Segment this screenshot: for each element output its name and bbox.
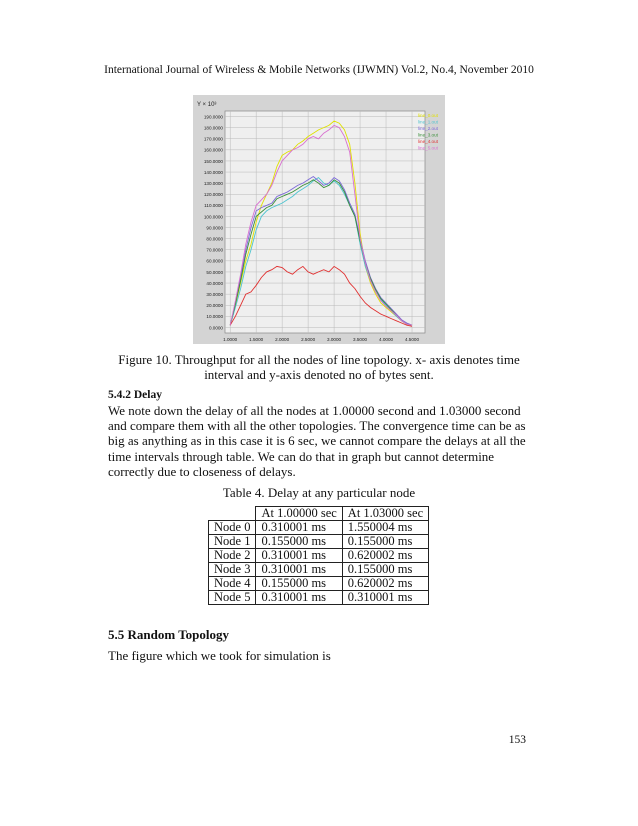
y-axis-unit-label: Y × 10³	[197, 102, 217, 108]
legend-entry: line_2.out	[418, 126, 438, 131]
delay-cell: 0.310001 ms	[256, 549, 342, 563]
delay-cell: 0.620002 ms	[342, 549, 428, 563]
table-header-row	[209, 507, 429, 521]
delay-cell: 0.310001 ms	[342, 591, 428, 605]
y-tick-label: 130.0000	[203, 180, 223, 186]
y-tick-label: 60.0000	[206, 258, 223, 264]
delay-cell: 1.550004 ms	[342, 521, 428, 535]
x-tick-label: 3.0000	[327, 337, 342, 342]
legend-entry: line_1.out	[418, 119, 438, 125]
journal-header: International Journal of Wireless & Mobile Networks (IJWMN) Vol.2, No.4, November 2010	[104, 64, 534, 76]
x-tick-label: 3.5000	[353, 337, 368, 342]
table-row	[209, 577, 429, 591]
delay-cell: 0.155000 ms	[256, 577, 342, 591]
node-cell: Node 0	[209, 521, 256, 535]
y-tick-label: 160.0000	[203, 147, 223, 153]
delay-cell: 0.620002 ms	[342, 577, 428, 591]
y-tick-label: 20.0000	[206, 303, 223, 309]
header-cell: At 1.03000 sec	[342, 507, 428, 521]
delay-cell: 0.310001 ms	[256, 521, 342, 535]
y-tick-label: 10.0000	[206, 314, 223, 320]
delay-cell: 0.155000 ms	[342, 535, 428, 549]
y-tick-label: 180.0000	[203, 125, 223, 131]
delay-paragraph: We note down the delay of all the nodes at 1.00000 second and 1.03000 second and compare them with all the other topologies. The convergence time can be as big as anything as in this case it is 6 sec, we cannot compare the delays at all the time intervals through table. We can do that in graph but cannot determine correctly due to closeness of delays.	[108, 403, 526, 479]
y-tick-label: 150.0000	[203, 158, 223, 164]
chart-legend	[418, 113, 439, 151]
delay-cell: 0.310001 ms	[256, 563, 342, 577]
node-cell: Node 3	[209, 563, 256, 577]
section-heading-5-5: 5.5 Random Topology	[108, 627, 230, 642]
table-row	[209, 549, 429, 563]
x-tick-label: 1.0000	[223, 337, 238, 342]
y-tick-label: 110.0000	[204, 203, 223, 209]
legend-entry: line_3.out	[418, 132, 438, 138]
x-tick-label: 1.5000	[249, 337, 264, 342]
legend-entry: line_5.out	[418, 145, 438, 151]
delay-cell: 0.155000 ms	[342, 563, 428, 577]
delay-cell: 0.310001 ms	[256, 591, 342, 605]
table-title: Table 4. Delay at any particular node	[222, 485, 416, 500]
page-number: 153	[508, 734, 526, 746]
delay-table	[208, 506, 429, 605]
table-row	[209, 521, 429, 535]
header-cell: At 1.00000 sec	[256, 507, 342, 521]
y-tick-label: 120.0000	[203, 192, 223, 198]
table-row	[209, 563, 429, 577]
y-tick-label: 90.0000	[206, 225, 223, 231]
y-tick-label: 0.0000	[208, 325, 223, 331]
header-cell-empty	[209, 507, 256, 521]
node-cell: Node 4	[209, 577, 256, 591]
x-tick-label: 2.0000	[275, 337, 290, 342]
x-tick-label: 2.5000	[301, 337, 316, 342]
x-tick-label: 4.5000	[404, 337, 420, 342]
y-tick-label: 30.0000	[206, 291, 223, 297]
y-tick-label: 70.0000	[206, 247, 223, 253]
random-topology-text: The figure which we took for simulation is	[108, 648, 331, 663]
legend-entry: line_4.out	[418, 139, 438, 144]
delay-cell: 0.155000 ms	[256, 535, 342, 549]
table-row	[209, 535, 429, 549]
section-heading-5-4-2: 5.4.2 Delay	[108, 389, 162, 401]
legend-entry: line_0.out	[418, 113, 438, 118]
y-tick-label: 80.0000	[206, 236, 223, 242]
y-tick-label: 40.0000	[206, 280, 223, 286]
x-tick-label: 4.0000	[379, 337, 394, 342]
y-tick-label: 50.0000	[206, 269, 223, 275]
node-cell: Node 1	[209, 535, 256, 549]
y-tick-label: 190.0000	[203, 114, 223, 120]
y-tick-label: 140.0000	[203, 169, 223, 175]
y-tick-label: 100.0000	[203, 214, 223, 220]
table-row	[209, 591, 429, 605]
figure-caption: Figure 10. Throughput for all the nodes of line topology. x- axis denotes time interval and y-axis denoted no of bytes sent.	[118, 352, 520, 382]
node-cell: Node 2	[209, 549, 256, 563]
node-cell: Node 5	[209, 591, 256, 605]
throughput-chart	[193, 95, 445, 344]
y-tick-label: 170.0000	[203, 136, 223, 142]
